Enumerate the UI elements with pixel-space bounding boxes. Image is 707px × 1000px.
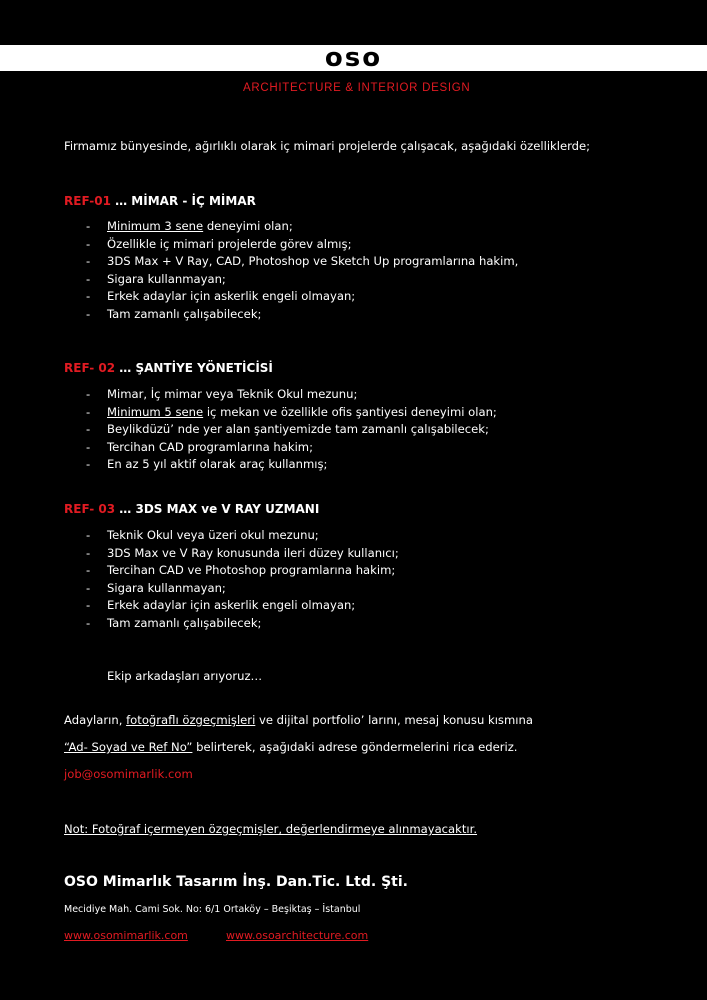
tagline: ARCHITECTURE & INTERIOR DESIGN xyxy=(243,82,471,94)
list-item: - Tam zamanlı çalışabilecek; xyxy=(86,615,262,630)
list-item-text: En az 5 yıl aktif olarak araç kullanmış; xyxy=(107,457,328,472)
list-item-text: Tam zamanlı çalışabilecek; xyxy=(107,615,262,630)
list-item: - Minimum 3 sene deneyimi olan; xyxy=(86,219,293,233)
list-item-text: Erkek adaylar için askerlik engeli olmayan; xyxy=(107,289,356,304)
oso-logo: oso xyxy=(324,43,383,73)
ref-01-code: REF-01 xyxy=(64,194,111,208)
list-item: - Mimar, İç mimar veya Teknik Okul mezunu; xyxy=(86,387,358,401)
list-item-text: 3DS Max + V Ray, CAD, Photoshop ve Sketch Up programlarına hakim, xyxy=(107,254,519,269)
website-link-osomimarlik[interactable]: www.osomimarlik.com xyxy=(64,929,188,942)
apply-text: Adayların, xyxy=(64,713,127,727)
ref-02-list xyxy=(86,386,497,474)
list-item-text: Sigara kullanmayan; xyxy=(107,271,226,286)
list-item: - Beylikdüzü’ nde yer alan şantiyemizde tam zamanlı çalışabilecek; xyxy=(86,422,489,437)
list-item: - 3DS Max + V Ray, CAD, Photoshop ve Sketch Up programlarına hakim, xyxy=(86,254,519,269)
list-item: - 3DS Max ve V Ray konusunda ileri düzey kullanıcı; xyxy=(86,545,399,560)
apply-underlined: fotoğraflı özgeçmişleri xyxy=(126,713,256,727)
note-text xyxy=(64,822,477,836)
company-address: Mecidiye Mah. Cami Sok. No: 6/1 Ortaköy – Beşiktaş – İstanbul xyxy=(64,904,361,915)
apply-text: ve dijital portfolio’ larını, mesaj konusu kısmına xyxy=(255,713,533,727)
list-item-text: Tercihan CAD programlarına hakim; xyxy=(107,439,314,454)
ref-03-code: REF- 03 xyxy=(64,502,116,516)
list-item: - Erkek adaylar için askerlik engeli olmayan; xyxy=(86,598,356,613)
list-item: - Erkek adaylar için askerlik engeli olmayan; xyxy=(86,289,356,304)
list-item: - Tercihan CAD programlarına hakim; xyxy=(86,439,314,454)
note-underlined: Not: Fotoğraf içermeyen özgeçmişler, değerlendirmeye alınmayacaktır. xyxy=(64,822,478,836)
ref-02-heading xyxy=(64,361,273,375)
list-item-text: 3DS Max ve V Ray konusunda ileri düzey kullanıcı; xyxy=(107,545,399,560)
list-item: - Tam zamanlı çalışabilecek; xyxy=(86,306,262,321)
ref-03-list xyxy=(86,527,399,633)
email-link[interactable]: job@osomimarlik.com xyxy=(64,767,193,781)
apply-text: belirterek, aşağıdaki adrese göndermelerini rica ederiz. xyxy=(192,740,518,754)
list-item: - En az 5 yıl aktif olarak araç kullanmış; xyxy=(86,457,328,472)
list-item-text: Tercihan CAD ve Photoshop programlarına hakim; xyxy=(107,563,396,578)
list-item: - Özellikle iç mimari projelerde görev almış; xyxy=(86,236,352,251)
list-item: - Sigara kullanmayan; xyxy=(86,580,226,595)
ref-01-title: … MİMAR - İÇ MİMAR xyxy=(110,194,256,208)
apply-ref-format: “Ad- Soyad ve Ref No” xyxy=(64,740,193,754)
list-item-underlined: Minimum 5 sene xyxy=(107,404,204,419)
list-item-text: Teknik Okul veya üzeri okul mezunu; xyxy=(107,528,319,542)
intro-text: Firmamız bünyesinde, ağırlıklı olarak iç mimari projelerde çalışacak, aşağıdaki özelliklerde; xyxy=(64,139,591,153)
apply-line-1 xyxy=(64,713,533,727)
apply-line-2 xyxy=(64,740,518,754)
ref-03-heading xyxy=(64,502,319,516)
ref-03-title: … 3DS MAX ve V RAY UZMANI xyxy=(115,502,320,516)
list-item-underlined: Minimum 3 sene xyxy=(107,219,204,233)
list-item-text: Tam zamanlı çalışabilecek; xyxy=(107,306,262,321)
company-name: OSO Mimarlık Tasarım İnş. Dan.Tic. Ltd. Şti. xyxy=(64,874,408,890)
ref-02-code: REF- 02 xyxy=(64,361,116,375)
list-item-text: deneyimi olan; xyxy=(203,219,293,233)
ref-01-list xyxy=(86,218,518,324)
list-item: - Tercihan CAD ve Photoshop programlarına hakim; xyxy=(86,563,396,578)
list-item: - Sigara kullanmayan; xyxy=(86,271,226,286)
list-item-text: Erkek adaylar için askerlik engeli olmayan; xyxy=(107,598,356,613)
ref-02-title: … ŞANTİYE YÖNETİCİSİ xyxy=(115,361,273,375)
list-item: - Minimum 5 sene iç mekan ve özellikle ofis şantiyesi deneyimi olan; xyxy=(86,404,497,419)
list-item: - Teknik Okul veya üzeri okul mezunu; xyxy=(86,528,319,542)
list-item-text: Özellikle iç mimari projelerde görev almış; xyxy=(107,236,352,251)
ref-01-heading xyxy=(64,194,256,208)
list-item-text: Beylikdüzü’ nde yer alan şantiyemizde tam zamanlı çalışabilecek; xyxy=(107,422,489,437)
list-item-text: Mimar, İç mimar veya Teknik Okul mezunu; xyxy=(107,387,358,401)
list-item-text: iç mekan ve özellikle ofis şantiyesi deneyimi olan; xyxy=(203,404,497,419)
list-item-text: Sigara kullanmayan; xyxy=(107,580,226,595)
website-link-osoarchitecture[interactable]: www.osoarchitecture.com xyxy=(226,929,369,942)
ekip-text: Ekip arkadaşları arıyoruz… xyxy=(107,669,263,683)
